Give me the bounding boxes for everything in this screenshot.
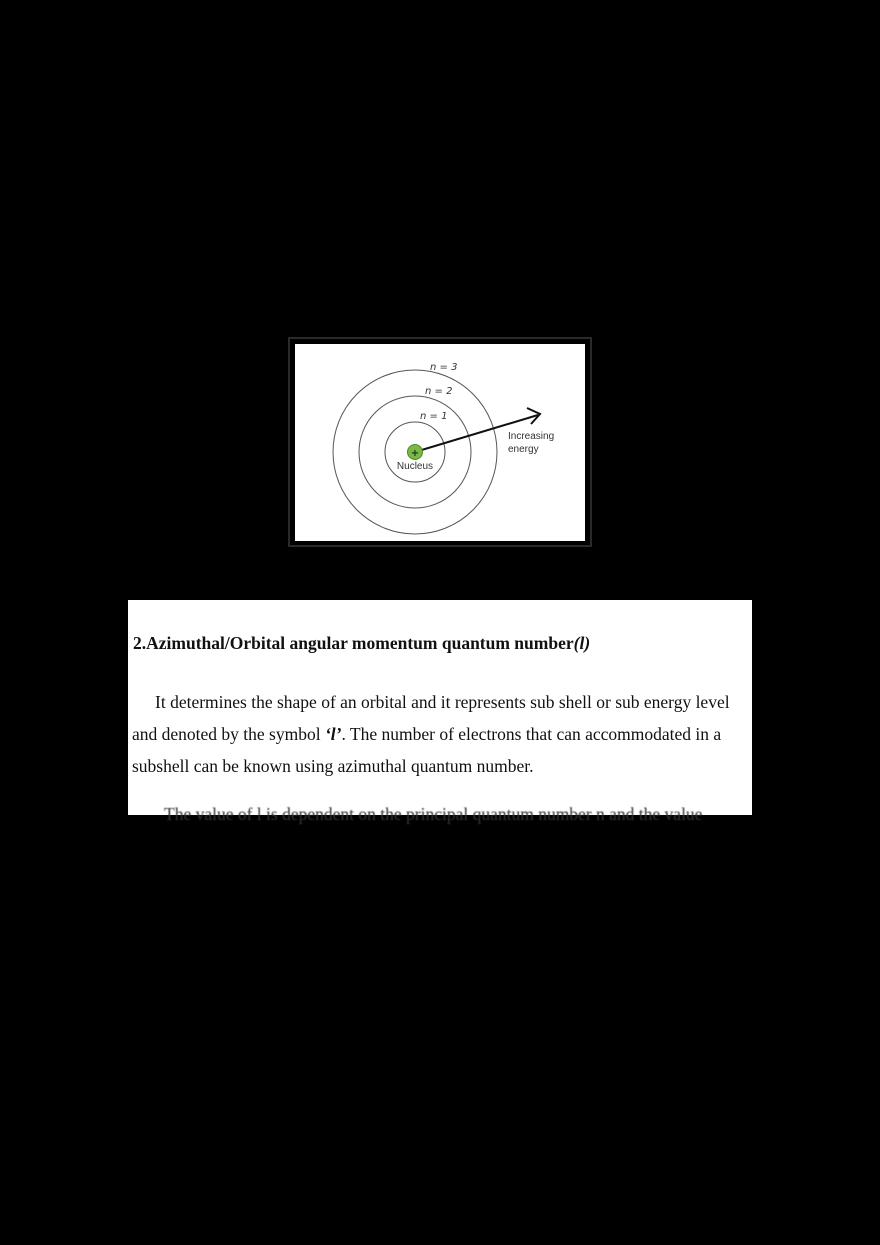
label-n1: n = 1 (420, 411, 448, 422)
label-n3: n = 3 (430, 362, 458, 373)
heading-text: 2.Azimuthal/Orbital angular momentum quantum number (133, 633, 574, 653)
paragraph-line-3: subshell can be known using azimuthal quantum number. (132, 756, 534, 776)
paragraph-line-2 (132, 718, 748, 750)
label-n2: n = 2 (425, 386, 453, 397)
label-energy: energy (508, 444, 539, 455)
clipped-text-line (164, 804, 744, 824)
heading-symbol: (l) (573, 633, 591, 653)
orbit-diagram-svg (295, 344, 585, 541)
label-nucleus: Nucleus (396, 461, 434, 472)
clipped-text: The value of l is dependent on the principal quantum number n and the value (164, 804, 703, 824)
symbol-l: ‘l’ (324, 724, 342, 744)
section-paragraph (132, 686, 748, 782)
paragraph-line-2-end: . The number of electrons that can accommodated in a (341, 724, 722, 744)
nucleus-plus-sign: + (410, 448, 420, 459)
bohr-model-diagram (295, 344, 585, 541)
section-heading (133, 633, 590, 654)
paragraph-line-2-start: and denoted by the symbol (132, 724, 325, 744)
paragraph-line-1: It determines the shape of an orbital and it represents sub shell or sub energy level (155, 692, 730, 712)
text-section (128, 600, 752, 824)
label-increasing: Increasing (508, 431, 555, 442)
